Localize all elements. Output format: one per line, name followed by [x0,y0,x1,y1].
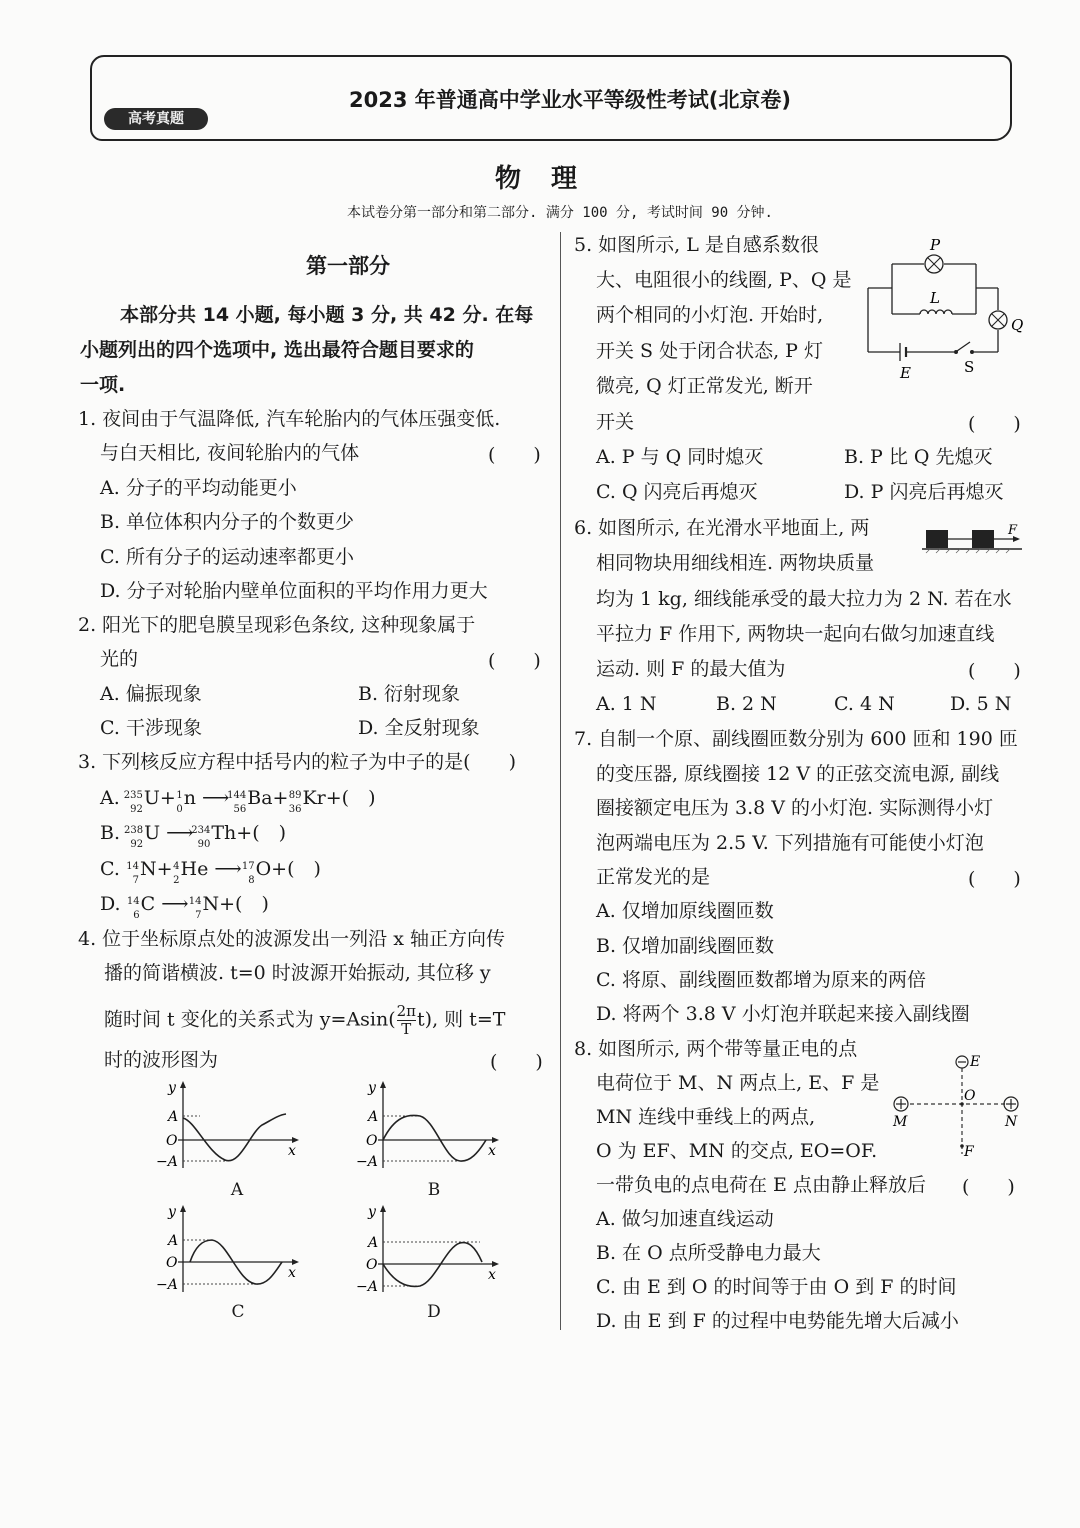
svg-text:E: E [970,1054,981,1070]
svg-text:A: A [368,1109,379,1125]
option-text: B. 在 O 点所受静电力最大 [596,1242,821,1264]
option-text: B. 单位体积内分子的个数更少 [100,511,355,533]
svg-text:x: x [288,1265,296,1281]
answer-blank: ( ) [962,1176,1015,1198]
question-6-stem: 运动. 则 F 的最大值为 [596,658,786,680]
option-a-reaction: A. 235 92 U+ 1 0 n ⟶ 144 56 Ba+ 89 36 Kr+( ) [100,787,376,815]
svg-text:A: A [168,1233,179,1249]
question-7-stem: 圈接额定电压为 3.8 V 的小灯泡. 实际测得小灯 [596,797,994,819]
graph-label-d: D [427,1302,441,1322]
column-divider [560,232,561,1330]
option-text: B. 2 N [716,693,777,715]
svg-text:O: O [366,1257,378,1273]
question-8-stem: 8. 如图所示, 两个带等量正电的点 [574,1038,858,1060]
option-text: D. 5 N [950,693,1012,715]
question-1-stem: 与白天相比, 夜间轮胎内的气体 [100,442,360,464]
question-2-stem: 2. 阳光下的肥皂膜呈现彩色条纹, 这种现象属于 [78,614,476,636]
wave-graph-d [350,1202,510,1298]
svg-text:O: O [366,1133,378,1149]
question-3-stem: 3. 下列核反应方程中括号内的粒子为中子的是( ) [78,751,516,773]
question-8-stem: MN 连线中垂线上的两点, [596,1106,816,1128]
option-text: D. 将两个 3.8 V 小灯泡并联起来接入副线圈 [596,1003,970,1025]
exam-type-badge: 高考真题 [104,108,208,130]
question-8-stem: 电荷位于 M、N 两点上, E、F 是 [596,1072,880,1094]
svg-text:x: x [488,1267,496,1283]
circuit-diagram [860,232,1030,382]
question-6-stem: 6. 如图所示, 在光滑水平地面上, 两 [574,517,870,539]
answer-blank: ( ) [488,650,541,672]
subject-title: 物理 [494,164,607,194]
option-b-reaction: B. 238 92 U ⟶ 234 90 Th+( ) [100,822,287,850]
option-text: C. 4 N [834,693,895,715]
question-4-stem: 随时间 t 变化的关系式为 y=Asin( $\frac{2\pi}{T}$ t), 则 t=T [104,1002,506,1038]
answer-blank: ( ) [968,660,1021,682]
option-text: C. 所有分子的运动速率都更小 [100,546,354,568]
question-5-stem: 两个相同的小灯泡. 开始时, [596,304,824,326]
option-text: C. Q 闪亮后再熄灭 [596,481,758,503]
option-text: A. 做匀加速直线运动 [596,1208,774,1230]
question-2-stem: 光的 [100,648,139,670]
part-intro-line: 一项. [80,374,126,396]
answer-blank: ( ) [968,868,1021,890]
exam-note: 本试卷分第一部分和第二部分. 满分 100 分, 考试时间 90 分钟. [346,205,773,221]
svg-text:x: x [288,1143,296,1159]
part-intro-line: 本部分共 14 小题, 每小题 3 分, 共 42 分. 在每 [120,304,534,326]
option-text: D. P 闪亮后再熄灭 [844,481,1004,503]
svg-text:−A: −A [356,1154,378,1170]
wave-graph-b [350,1078,510,1174]
svg-text:y: y [368,1080,376,1096]
question-7-stem: 的变压器, 原线圈接 12 V 的正弦交流电源, 副线 [596,763,1000,785]
answer-blank: ( ) [488,444,541,466]
wave-graph-a [150,1078,310,1174]
option-text: D. 分子对轮胎内壁单位面积的平均作用力更大 [100,580,488,602]
svg-text:S: S [964,358,975,376]
question-5-stem: 微亮, Q 灯正常发光, 断开 [596,375,813,397]
graph-label-a: A [230,1180,244,1200]
option-text: C. 将原、副线圈匝数都增为原来的两倍 [596,969,926,991]
graph-label-b: B [427,1180,441,1200]
graph-label-c: C [231,1302,245,1322]
option-text: A. 偏振现象 [100,683,202,705]
option-d-reaction: D. 14 6 C ⟶ 14 7 N+( ) [100,893,269,921]
option-text: B. 仅增加副线圈匝数 [596,935,775,957]
svg-text:A: A [368,1235,379,1251]
question-7-stem: 7. 自制一个原、副线圈匝数分别为 600 匝和 190 匝 [574,728,1018,750]
svg-text:Q: Q [1011,316,1024,334]
option-text: D. 由 E 到 F 的过程中电势能先增大后减小 [596,1310,959,1332]
option-text: A. P 与 Q 同时熄灭 [596,446,764,468]
question-5-stem: 5. 如图所示, L 是自感系数很 [574,234,819,256]
answer-blank: ( ) [968,413,1021,435]
option-text: A. 仅增加原线圈匝数 [596,900,774,922]
question-8-stem: O 为 EF、MN 的交点, EO=OF. [596,1140,878,1162]
option-text: B. 衍射现象 [358,683,461,705]
wave-graph-c [150,1202,310,1298]
svg-text:A: A [168,1109,179,1125]
exam-title: 2023 年普通高中学业水平等级性考试(北京卷) [349,88,791,112]
question-7-stem: 泡两端电压为 2.5 V. 下列措施有可能使小灯泡 [596,832,984,854]
svg-text:P: P [930,236,941,254]
charges-diagram [884,1046,1024,1166]
svg-text:−A: −A [356,1279,378,1295]
svg-text:O: O [166,1133,178,1149]
part-intro-line: 小题列出的四个选项中, 选出最符合题目要求的 [80,339,474,361]
svg-text:y: y [168,1080,176,1096]
part-one-title: 第一部分 [306,254,390,278]
svg-text:M: M [893,1114,908,1130]
svg-text:L: L [930,289,940,307]
svg-text:N: N [1005,1114,1018,1130]
option-text: A. 1 N [596,693,657,715]
blocks-diagram [920,520,1025,556]
svg-text:O: O [964,1088,976,1104]
svg-text:O: O [166,1255,178,1271]
question-4-stem: 时的波形图为 [104,1049,219,1071]
answer-blank: ( ) [490,1051,543,1073]
option-text: A. 分子的平均动能更小 [100,477,297,499]
question-7-stem: 正常发光的是 [596,866,711,888]
question-6-stem: 相同物块用细线相连. 两物块质量 [596,552,875,574]
option-text: C. 干涉现象 [100,717,202,739]
svg-text:F: F [1008,523,1018,538]
svg-text:−A: −A [156,1277,178,1293]
question-4-stem: 播的简谐横波. t=0 时波源开始振动, 其位移 y [104,962,491,984]
option-text: D. 全反射现象 [358,717,480,739]
svg-text:x: x [488,1143,496,1159]
svg-text:y: y [368,1204,376,1220]
option-text: C. 由 E 到 O 的时间等于由 O 到 F 的时间 [596,1276,957,1298]
question-5-stem: 开关 S 处于闭合状态, P 灯 [596,340,823,362]
option-text: B. P 比 Q 先熄灭 [844,446,993,468]
question-6-stem: 平拉力 F 作用下, 两物块一起向右做匀加速直线 [596,623,995,645]
question-8-stem: 一带负电的点电荷在 E 点由静止释放后 [596,1174,926,1196]
question-4-stem: 4. 位于坐标原点处的波源发出一列沿 x 轴正方向传 [78,928,505,950]
question-5-stem: 开关 [596,411,635,433]
question-5-stem: 大、电阻很小的线圈, P、Q 是 [596,269,852,291]
svg-text:E: E [900,364,911,382]
option-c-reaction: C. 14 7 N+ 4 2 He ⟶ 17 8 O+( ) [100,858,321,886]
question-6-stem: 均为 1 kg, 细线能承受的最大拉力为 2 N. 若在水 [596,588,1012,610]
svg-text:F: F [964,1144,974,1160]
svg-text:−A: −A [156,1154,178,1170]
question-1-stem: 1. 夜间由于气温降低, 汽车轮胎内的气体压强变低. [78,408,501,430]
svg-text:y: y [168,1204,176,1220]
